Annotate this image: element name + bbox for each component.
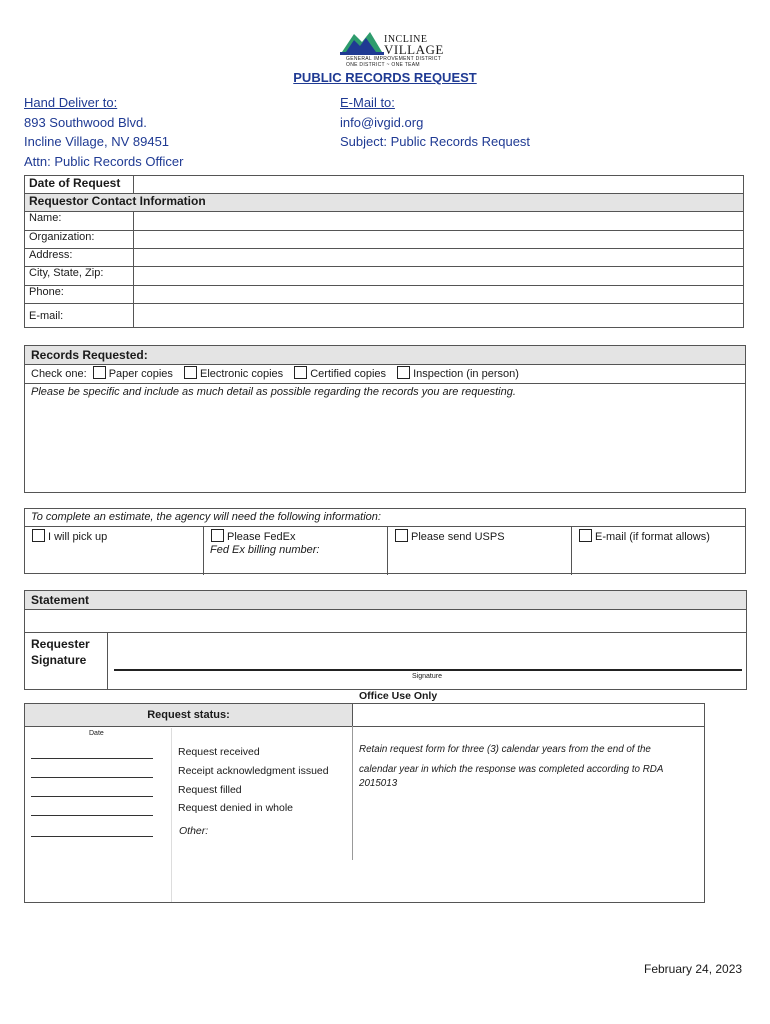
delivery-options-row (25, 527, 745, 575)
phone-field[interactable] (134, 286, 744, 304)
hand-deliver-city: Incline Village, NV 89451 (24, 134, 170, 149)
hand-deliver-street: 893 Southwood Blvd. (24, 114, 147, 130)
usps-checkbox[interactable] (395, 529, 408, 542)
address-label: Address: (25, 249, 134, 267)
office-use-heading: Office Use Only (359, 690, 438, 702)
email-label: E-mail: (25, 304, 134, 328)
date-line-filled[interactable] (31, 796, 153, 797)
retention-line-3: 2015013 (359, 778, 398, 789)
paper-copies-checkbox[interactable] (93, 366, 106, 379)
hand-deliver-attn: Attn: Public Records Officer (24, 153, 184, 169)
retention-line-1: Retain request form for three (3) calendar years from the end of the (359, 744, 651, 755)
records-options-row (25, 365, 745, 384)
organization-label: Organization: (25, 231, 134, 249)
records-instruction: Please be specific and include as much detail as possible regarding the records you are requesting. (31, 386, 516, 398)
status-denied: Request denied in whole (178, 802, 293, 814)
estimate-section (24, 508, 746, 574)
retention-column-divider (352, 726, 353, 860)
electronic-copies-label: Electronic copies (200, 368, 284, 380)
status-acknowledged: Receipt acknowledgment issued (178, 765, 329, 777)
paper-copies-label: Paper copies (108, 368, 173, 380)
request-status-label: Request status: (25, 704, 353, 726)
statement-section (24, 590, 747, 690)
signature-label (25, 633, 108, 689)
logo-tagline: GENERAL IMPROVEMENT DISTRICT (346, 56, 442, 62)
fedex-option[interactable] (204, 527, 388, 575)
hand-deliver-heading: Hand Deliver to: (24, 95, 118, 110)
fedex-label: Please FedEx (227, 531, 296, 543)
usps-label: Please send USPS (411, 531, 505, 543)
hand-deliver-block (24, 93, 183, 171)
logo-text-village: VILLAGE (384, 42, 444, 57)
date-line-denied[interactable] (31, 815, 153, 816)
status-other: Other: (179, 825, 209, 837)
contact-table (24, 175, 744, 328)
records-requested-section (24, 345, 746, 493)
email-subject: Subject: Public Records Request (340, 134, 531, 149)
pickup-label: I will pick up (48, 531, 108, 543)
certified-copies-label: Certified copies (310, 368, 387, 380)
usps-option[interactable] (388, 527, 572, 575)
name-label: Name: (25, 212, 134, 231)
mountain-logo-icon (340, 28, 384, 56)
phone-label: Phone: (25, 286, 134, 304)
signature-line (114, 669, 742, 671)
pickup-checkbox[interactable] (32, 529, 45, 542)
status-filled: Request filled (178, 784, 242, 796)
office-use-section (24, 703, 705, 903)
inspection-label: Inspection (in person) (413, 368, 519, 380)
fedex-billing-label: Fed Ex billing number: (210, 544, 320, 556)
estimate-heading: To complete an estimate, the agency will need the following information: (25, 509, 745, 527)
date-of-request-label: Date of Request (25, 176, 134, 194)
email-field[interactable] (134, 304, 744, 328)
check-one-label: Check one: (31, 368, 87, 380)
records-heading: Records Requested: (25, 346, 745, 365)
pickup-option[interactable] (25, 527, 204, 575)
status-received: Request received (178, 746, 260, 758)
district-logo (340, 26, 444, 70)
footer-date: February 24, 2023 (644, 962, 743, 976)
fedex-checkbox[interactable] (211, 529, 224, 542)
signature-row (25, 633, 746, 689)
email-delivery-option[interactable] (572, 527, 745, 575)
date-of-request-field[interactable] (134, 176, 744, 194)
inspection-checkbox[interactable] (397, 366, 410, 379)
date-line-acknowledged[interactable] (31, 777, 153, 778)
date-column-label: Date (89, 730, 104, 737)
page-title: PUBLIC RECORDS REQUEST (293, 70, 477, 85)
email-delivery-checkbox[interactable] (579, 529, 592, 542)
date-line-received[interactable] (31, 758, 153, 759)
logo-tagline-2: ONE DISTRICT ~ ONE TEAM (346, 62, 420, 68)
signature-label-line2: Signature (31, 653, 87, 667)
certified-copies-checkbox[interactable] (294, 366, 307, 379)
signature-caption: Signature (412, 673, 442, 680)
city-state-zip-field[interactable] (134, 267, 744, 286)
office-header-row (25, 704, 704, 727)
status-column-divider (171, 728, 172, 902)
statement-field[interactable] (25, 610, 746, 633)
electronic-copies-checkbox[interactable] (184, 366, 197, 379)
office-header-blank (353, 704, 704, 726)
organization-field[interactable] (134, 231, 744, 249)
statement-heading: Statement (25, 591, 746, 610)
signature-label-line1: Requester (31, 637, 90, 651)
email-delivery-label: E-mail (if format allows) (595, 531, 710, 543)
logo-text-incline: INCLINE (384, 34, 428, 45)
signature-area[interactable] (108, 633, 746, 689)
email-heading: E-Mail to: (340, 95, 395, 110)
city-state-zip-label: City, State, Zip: (25, 267, 134, 286)
email-block (340, 93, 530, 152)
date-line-other[interactable] (31, 836, 153, 837)
retention-note (359, 741, 699, 790)
email-address[interactable]: info@ivgid.org (340, 114, 424, 130)
contact-section-header: Requestor Contact Information (25, 194, 744, 212)
address-field[interactable] (134, 249, 744, 267)
name-field[interactable] (134, 212, 744, 231)
retention-line-2: calendar year in which the response was completed according to RDA (359, 764, 664, 775)
records-description-area[interactable] (25, 384, 745, 492)
